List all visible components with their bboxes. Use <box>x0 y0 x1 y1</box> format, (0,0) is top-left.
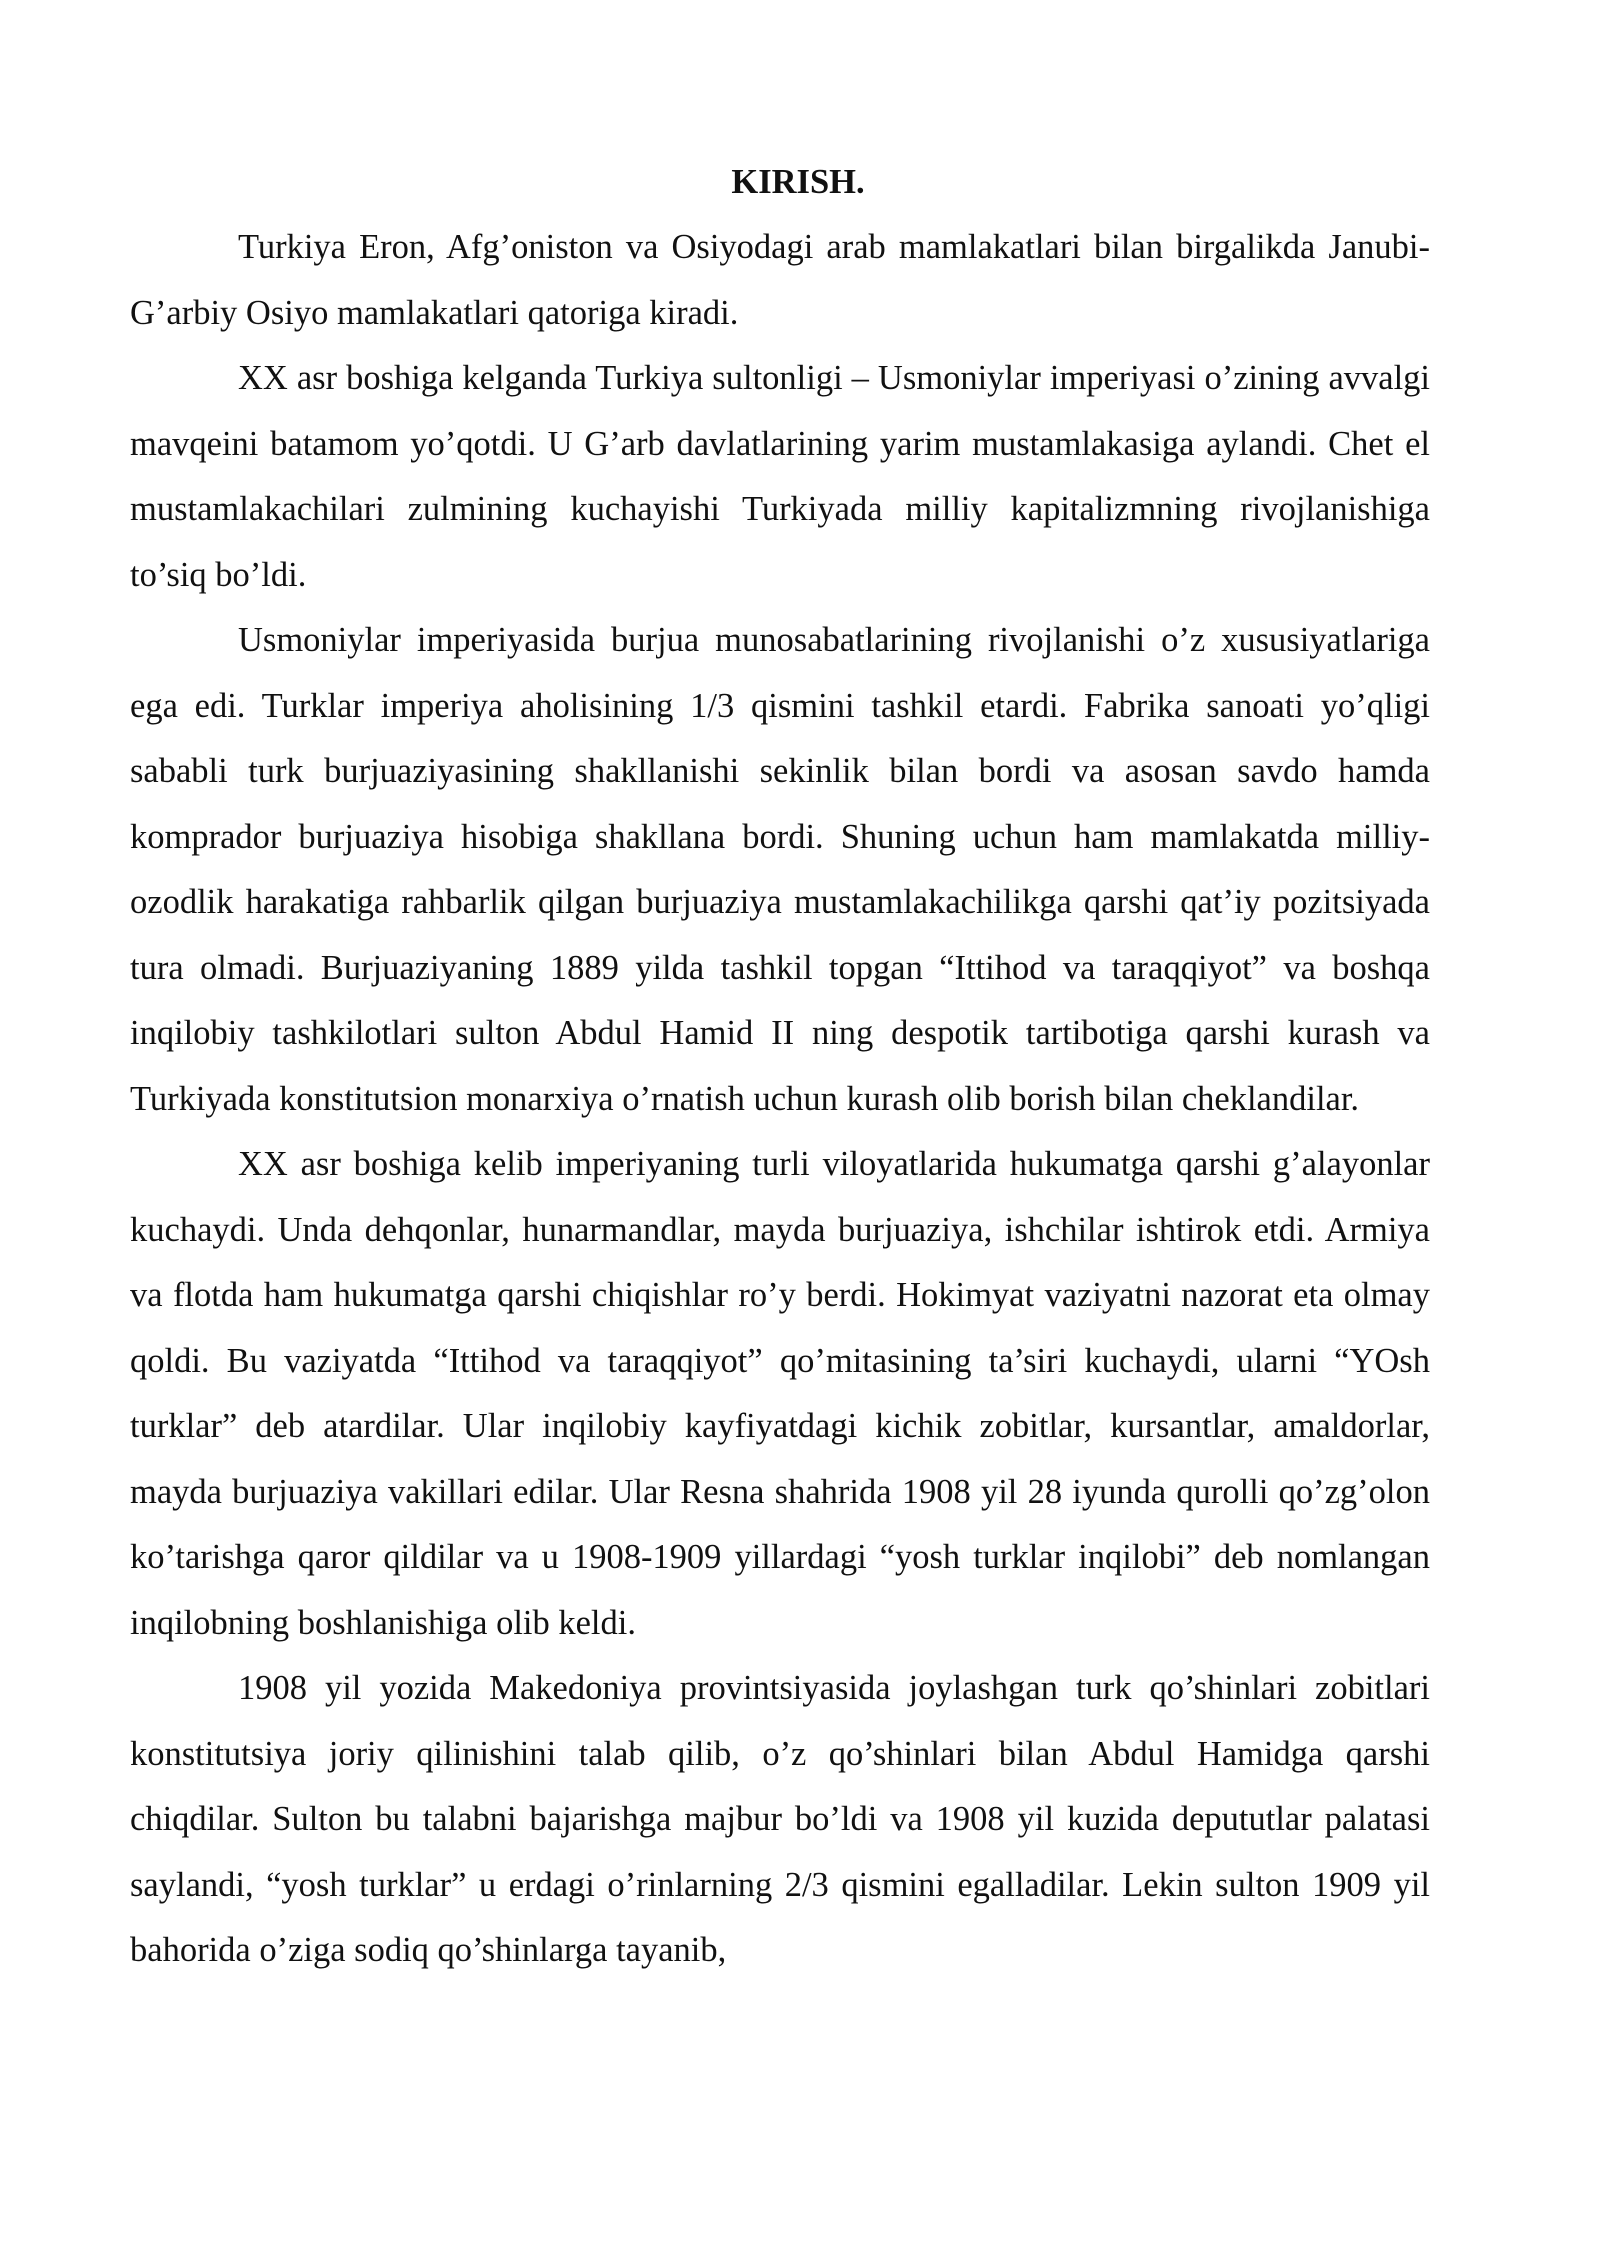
paragraph: 1908 yil yozida Makedoniya provintsiyasida joylashgan turk qo’shinlari zobitlari konstitutsiya joriy qilinishini talab qilib, o’z qo’shinlari bilan Abdul Hamidga qarshi chiqdilar. Sulton bu talabni bajarishga majbur bo’ldi va 1908 yil kuzida depututlar palatasi saylandi, “yosh turklar” u erdagi o’rinlarning 2/3 qismini egalladilar. Lekin sulton 1909 yil bahorida o’ziga sodiq qo’shinlarga tayanib, <box>130 1669 1430 1969</box>
page-title: KIRISH. <box>731 163 865 201</box>
document-body <box>130 150 1430 1984</box>
paragraph: XX asr boshiga kelib imperiyaning turli viloyatlarida hukumatga qarshi g’alayonlar kuchaydi. Unda dehqonlar, hunarmandlar, mayda burjuaziya, ishchilar ishtirok etdi. Armiya va flotda ham hukumatga qarshi chiqishlar ro’y berdi. Hokimyat vaziyatni nazorat eta olmay qoldi. Bu vaziyatda “Ittihod va taraqqiyot” qo’mitasining ta’siri kuchaydi, ularni “YOsh turklar” deb atardilar. Ular inqilobiy kayfiyatdagi kichik zobitlar, kursantlar, amaldorlar, mayda burjuaziya vakillari edilar. Ular Resna shahrida 1908 yil 28 iyunda qurolli qo’zg’olon ko’tarishga qaror qildilar va u 1908-1909 yillardagi “yosh turklar inqilobi” deb nomlangan inqilobning boshlanishiga olib keldi. <box>130 1145 1430 1642</box>
paragraph: Turkiya Eron, Afg’oniston va Osiyodagi arab mamlakatlari bilan birgalikda Janubi-G’arbiy Osiyo mamlakatlari qatoriga kiradi. <box>130 228 1430 332</box>
paragraph: XX asr boshiga kelganda Turkiya sultonligi – Usmoniylar imperiyasi o’zining avvalgi mavqeini batamom yo’qotdi. U G’arb davlatlarining yarim mustamlakasiga aylandi. Chet el mustamlakachilari zulmining kuchayishi Turkiyada milliy kapitalizmning rivojlanishiga to’siq bo’ldi. <box>130 359 1430 594</box>
paragraph: Usmoniylar imperiyasida burjua munosabatlarining rivojlanishi o’z xususiyatlariga ega edi. Turklar imperiya aholisining 1/3 qismini tashkil etardi. Fabrika sanoati yo’qligi sababli turk burjuaziyasining shakllanishi sekinlik bilan bordi va asosan savdo hamda komprador burjuaziya hisobiga shakllana bordi. Shuning uchun ham mamlakatda milliy-ozodlik harakatiga rahbarlik qilgan burjuaziya mustamlakachilikga qarshi qat’iy pozitsiyada tura olmadi. Burjuaziyaning 1889 yilda tashkil topgan “Ittihod va taraqqiyot” va boshqa inqilobiy tashkilotlari sulton Abdul Hamid II ning despotik tartibotiga qarshi kurash va Turkiyada konstitutsion monarxiya o’rnatish uchun kurash olib borish bilan cheklandilar. <box>130 621 1430 1118</box>
